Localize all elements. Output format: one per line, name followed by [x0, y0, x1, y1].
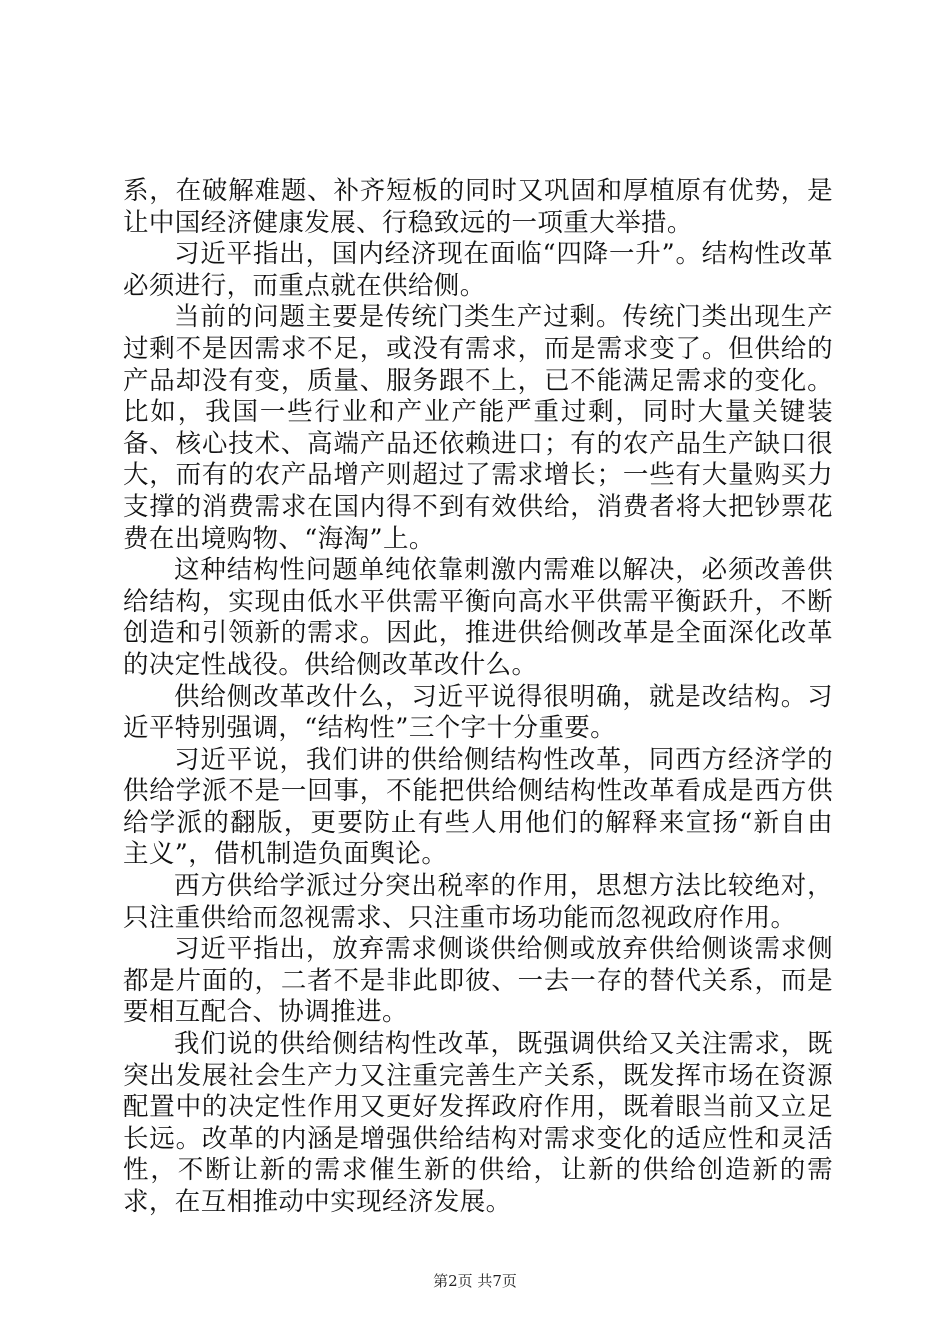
paragraph-3: 当前的问题主要是传统门类生产过剩。传统门类出现生产过剩不是因需求不足，或没有需求，而是需求变了。但供给的产品却没有变，质量、服务跟不上，已不能满足需求的变化。比如，我国一些行业和产业产能严重过剩，同时大量关键装备、核心技术、高端产品还依赖进口；有的农产品生产缺口很大，而有的农产品增产则超过了需求增长；一些有大量购买力支撑的消费需求在国内得不到有效供给，消费者将大把钞票花费在出境购物、“海淘”上。 [123, 302, 833, 554]
paragraph-1: 系，在破解难题、补齐短板的同时又巩固和厚植原有优势，是让中国经济健康发展、行稳致远的一项重大举措。 [123, 176, 833, 238]
paragraph-9: 我们说的供给侧结构性改革，既强调供给又关注需求，既突出发展社会生产力又注重完善生产关系，既发挥市场在资源配置中的决定性作用又更好发挥政府作用，既着眼当前又立足长远。改革的内涵是增强供给结构对需求变化的适应性和灵活性，不断让新的需求催生新的供给，让新的供给创造新的需求，在互相推动中实现经济发展。 [123, 1029, 833, 1217]
paragraph-5: 供给侧改革改什么，习近平说得很明确，就是改结构。习近平特别强调，“结构性”三个字十分重要。 [123, 681, 833, 744]
page-footer: 第2页 共7页 [433, 1272, 517, 1290]
paragraph-7: 西方供给学派过分突出税率的作用，思想方法比较绝对，只注重供给而忽视需求、只注重市场功能而忽视政府作用。 [123, 871, 833, 933]
paragraph-6: 习近平说，我们讲的供给侧结构性改革，同西方经济学的供给学派不是一回事，不能把供给侧结构性改革看成是西方供给学派的翻版，更要防止有些人用他们的解释来宣扬“新自由主义”，借机制造负面舆论。 [123, 744, 833, 870]
paragraph-8: 习近平指出，放弃需求侧谈供给侧或放弃供给侧谈需求侧都是片面的，二者不是非此即彼、一去一存的替代关系，而是要相互配合、协调推进。 [123, 934, 833, 1028]
paragraph-4: 这种结构性问题单纯依靠刺激内需难以解决，必须改善供给结构，实现由低水平供需平衡向高水平供需平衡跃升，不断创造和引领新的需求。因此，推进供给侧改革是全面深化改革的决定性战役。供给侧改革改什么。 [123, 555, 833, 680]
paragraph-2: 习近平指出，国内经济现在面临“四降一升”。结构性改革必须进行，而重点就在供给侧。 [123, 239, 833, 301]
document-body [123, 176, 833, 1219]
